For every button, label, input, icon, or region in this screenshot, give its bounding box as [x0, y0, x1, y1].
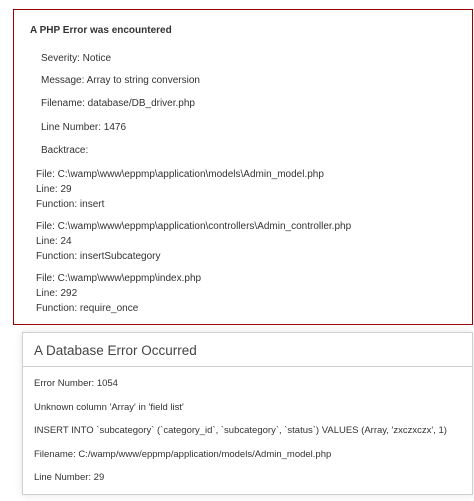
database-error-line-number: Line Number: 29: [34, 472, 105, 483]
backtrace-line: Line: 292: [36, 288, 78, 299]
php-error-line-number: Line Number: 1476: [41, 122, 127, 133]
backtrace-function: Function: require_once: [36, 303, 139, 314]
php-error-box: [13, 9, 473, 325]
backtrace-function: Function: insert: [36, 199, 105, 210]
backtrace-line: Line: 24: [36, 236, 72, 247]
database-error-number: Error Number: 1054: [34, 378, 118, 389]
backtrace-file: File: C:\wamp\www\eppmp\index.php: [36, 273, 202, 284]
php-error-severity: Severity: Notice: [41, 53, 112, 64]
php-error-backtrace-label: Backtrace:: [41, 145, 89, 156]
backtrace-file: File: C:\wamp\www\eppmp\application\models\Admin_model.php: [36, 169, 324, 180]
php-error-title: A PHP Error was encountered: [30, 25, 172, 36]
backtrace-function: Function: insertSubcategory: [36, 251, 161, 262]
backtrace-line: Line: 29: [36, 184, 72, 195]
database-error-box: [22, 332, 473, 495]
database-error-filename: Filename: C:/wamp/www/eppmp/application/models/Admin_model.php: [34, 449, 332, 460]
database-error-heading: A Database Error Occurred: [34, 343, 197, 358]
database-error-header: [23, 333, 472, 367]
backtrace-file: File: C:\wamp\www\eppmp\application\controllers\Admin_controller.php: [36, 221, 352, 232]
database-error-query: INSERT INTO `subcategory` (`category_id`, `subcategory`, `status`) VALUES (Array, 'zxczxczx', 1): [34, 425, 447, 436]
php-error-message: Message: Array to string conversion: [41, 75, 200, 86]
database-error-message: Unknown column 'Array' in 'field list': [34, 402, 184, 413]
php-error-filename: Filename: database/DB_driver.php: [41, 98, 195, 109]
